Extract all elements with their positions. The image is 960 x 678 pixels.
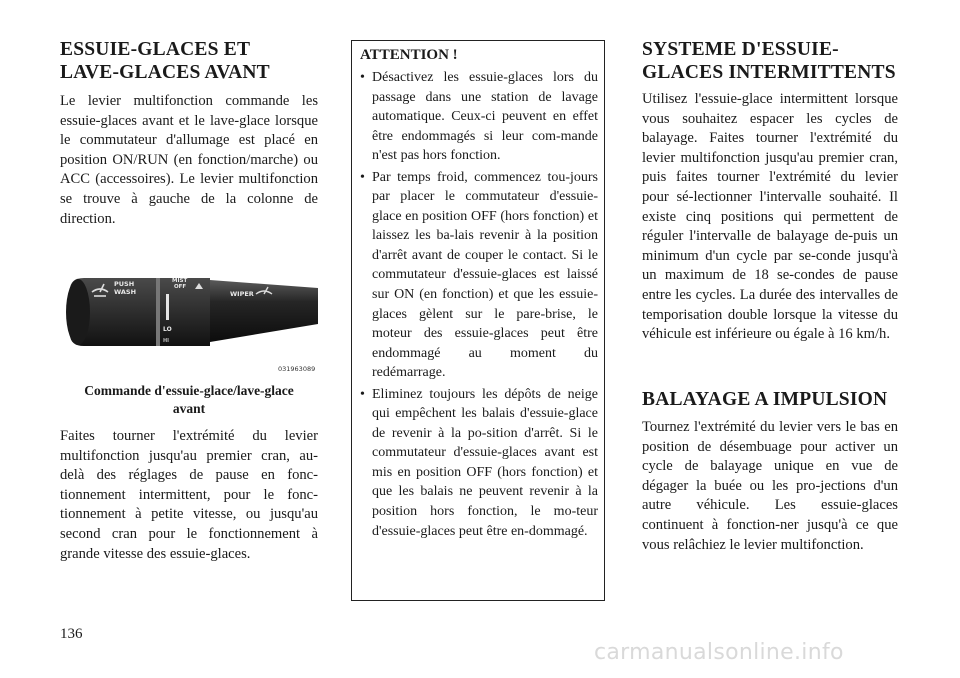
caption-line: Commande d'essuie-glace/lave-glace	[84, 383, 294, 398]
attention-item-text: Par temps froid, commencez tou-jours par placer le commutateur d'essuie-glace en position OFF (hors fonction) et laissez les ba-lais revenir à la position d'arrêt avant de couper le contact. Si le commutateur d'essuie-glaces est laissé sur ON (en fonction) et que les essuie-glaces gèlent sur le pare-brise, le moteur des essuie-glaces peut être endommagé au moment du redémarrage.	[372, 169, 598, 381]
lever-label-push: PUSH	[114, 280, 135, 288]
image-code: 031963089	[278, 365, 316, 373]
bullet-icon: •	[360, 169, 365, 185]
lever-shaft	[210, 280, 318, 342]
heading-line: SYSTEME D'ESSUIE-	[642, 39, 839, 60]
list-item	[360, 68, 598, 166]
lever-label-mist: MIST	[172, 278, 188, 284]
impulse-paragraph: Tournez l'extrémité du levier vers le bas en position de désembuage pour activer un cycle de balayage unique en vue de dégager la buée ou les pro-jections d'un autre véhicule. Les essuie-glaces continuent à fonction-ner jusqu'à ce que vous relâchiez le levier multifonction.	[642, 419, 898, 553]
attention-item-text: Désactivez les essuie-glaces lors du passage dans une station de lavage automatique. Ceux-ci peuvent en effet être endommagés si leur com-mande n'est pas hors fonction.	[372, 70, 598, 164]
intermittent-paragraph: Utilisez l'essuie-glace intermittent lorsque vous souhaitez espacer les cycles de balayage. Faites tourner l'extrémité du levier multifonction jusqu'au premier cran, puis faites tourner l'extrémité du levier pour sé-lectionner l'intervalle souhaité. Il existe cinq positions qui permettent de réguler l'intervalle de balayage de-puis un minimum d'un cycle par se-conde jusqu'à un maximum de 18 se-condes de pause entre les cycles. La durée des intervalles de temporisation double lorsque la vitesse du véhicule est inférieure ou égale à 16 km/h.	[642, 91, 898, 343]
section-heading-front-wipers	[60, 38, 320, 84]
attention-item-text: Eliminez toujours les dépôts de neige qui empêchent les balais d'essuie-glace de revenir à la po-sition d'arrêt. Si le commutateur d'essuie-glaces avant est mis en position OFF (hors fonction) et que les balais ne peuvent revenir à la position hors fonction, le mo-teur d'essuie-glaces peut être en-dommagé.	[372, 386, 598, 539]
heading-line: ESSUIE-GLACES ET	[60, 39, 251, 60]
lever-knob	[70, 278, 210, 346]
list-item	[360, 168, 598, 383]
list-item	[360, 385, 598, 541]
bullet-icon: •	[360, 386, 365, 402]
lever-label-lo: LO	[163, 326, 172, 333]
rotate-lever-paragraph: Faites tourner l'extrémité du levier multifonction jusqu'au premier cran, au-delà des réglages de pause en fonc-tionnement intermittent, pour le fonc-tionnement à petite vitesse, ou jusqu'au second cran pour le fonctionnement à grande vitesse des essuie-glaces.	[60, 428, 318, 562]
watermark: carmanualsonline.info	[594, 640, 844, 665]
page-number: 136	[60, 626, 83, 642]
intro-paragraph: Le levier multifonction commande les essuie-glaces avant et le lave-glace lorsque le commutateur d'allumage est placé en position ON/RUN (en fonction/marche) ou ACC (accessoires). Le levier multifonction se trouve à gauche de la colonne de direction.	[60, 93, 318, 227]
lever-end-cap	[66, 279, 90, 345]
section-heading-impulse: BALAYAGE A IMPULSION	[642, 389, 888, 410]
heading-line: GLACES INTERMITTENTS	[642, 62, 896, 83]
attention-box	[351, 40, 605, 601]
wiper-lever-figure	[60, 250, 318, 374]
knob-ring	[156, 278, 160, 346]
lever-label-wiper: WIPER	[230, 290, 254, 298]
lever-label-off: OFF	[174, 284, 187, 290]
lever-label-wash: WASH	[114, 288, 137, 296]
lever-label-hi: HI	[163, 338, 170, 344]
section-heading-intermittent	[642, 38, 898, 84]
attention-list	[360, 68, 598, 543]
wiper-lever-illustration	[60, 250, 318, 374]
caption-line: avant	[172, 401, 206, 416]
bullet-icon: •	[360, 70, 365, 85]
figure-caption	[60, 382, 318, 418]
heading-line: LAVE-GLACES AVANT	[60, 62, 270, 83]
speed-indicator	[166, 294, 169, 320]
attention-title: ATTENTION !	[360, 47, 458, 63]
